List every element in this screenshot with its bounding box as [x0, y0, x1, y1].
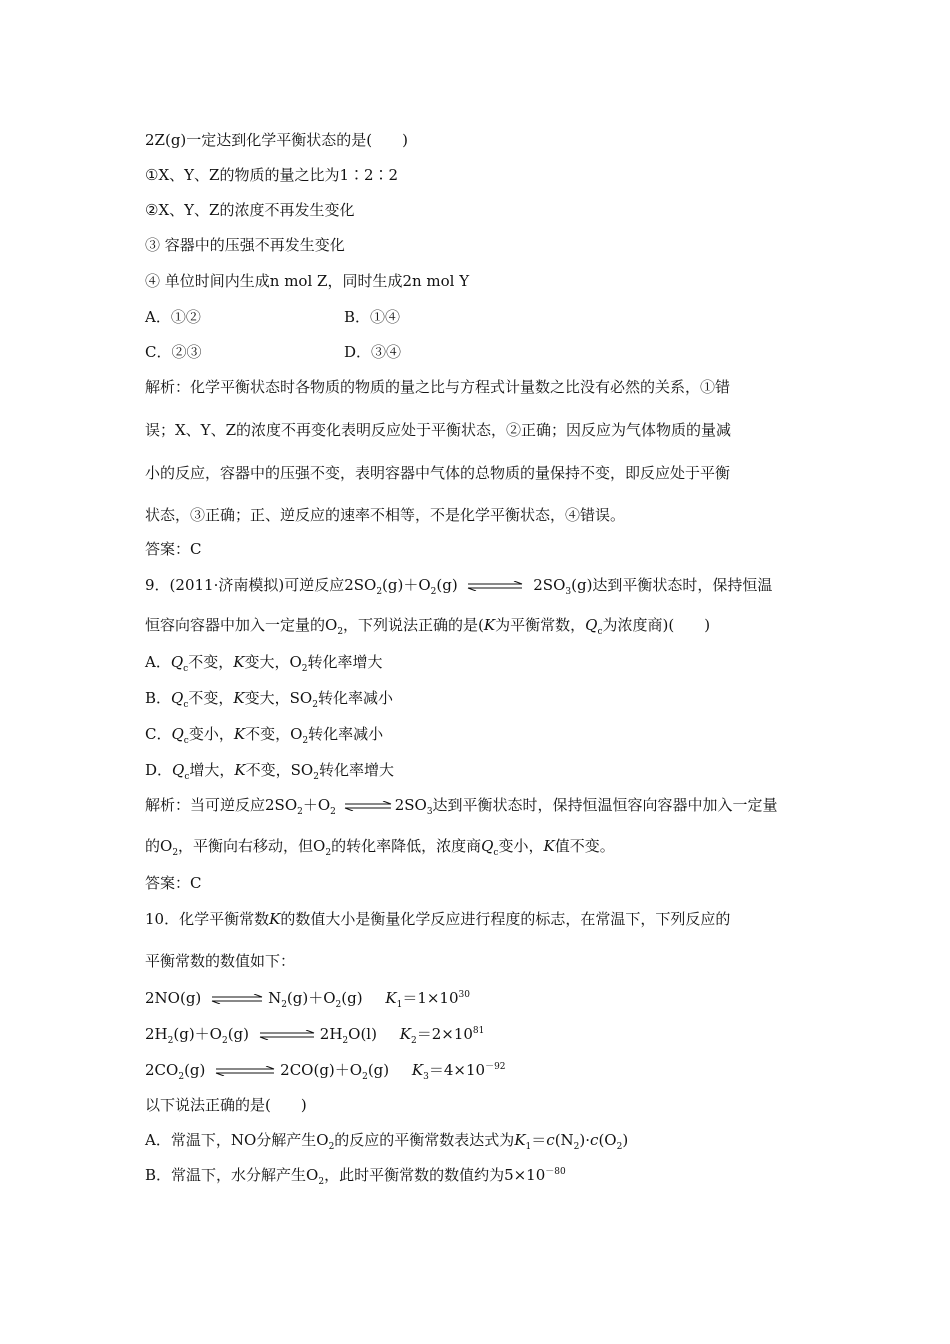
q10-equation-3: $2CO_2(g)$ $2CO(g)+O_2(g)$ $K_3=4\times 10^{-92}$ — [145, 1061, 506, 1082]
q8-item-2: ②X、Y、Z的浓度不再发生变化 — [145, 201, 355, 219]
q9-answer: 答案：C — [145, 874, 202, 892]
q9-option-b: B．$Q_c$不变，K变大，$SO_2$转化率减小 — [145, 689, 393, 710]
q8-analysis-line-1: 解析：化学平衡状态时各物质的物质的量之比与方程式计量数之比没有必然的关系，①错 — [145, 378, 731, 396]
q10-equation-1: 2NO(g) $N_2(g)+O_2(g)$ $K_1=1\times 10^{30}$ — [145, 989, 470, 1010]
q10-stem-line-2: 平衡常数的数值如下： — [145, 952, 296, 970]
q8-option-d: D．③④ — [344, 343, 402, 361]
q10-option-a: A．常温下，NO分解产生$O_2$的反应的平衡常数表达式为$K_1=c(N_2)\cdot c(O_2)$ — [145, 1131, 629, 1152]
q9-analysis-line-1: 解析：当可逆反应$2SO_2+O_2$ $2SO_3$达到平衡状态时，保持恒温恒容向容器中加入一定量 — [145, 796, 778, 817]
q8-analysis-line-2: 误；X、Y、Z的浓度不再变化表明反应处于平衡状态，②正确；因反应为气体物质的量减 — [145, 421, 732, 439]
q8-analysis-line-3: 小的反应，容器中的压强不变，表明容器中气体的总物质的量保持不变，即反应处于平衡 — [145, 464, 731, 482]
q8-item-3: ③ 容器中的压强不再发生变化 — [145, 236, 345, 254]
q8-stem: 2Z(g)一定达到化学平衡状态的是( ) — [145, 131, 408, 149]
q10-option-b: B．常温下，水分解产生$O_2$，此时平衡常数的数值约为$5\times 10^{-80}$ — [145, 1166, 566, 1187]
equilibrium-arrow-icon — [210, 994, 264, 1004]
equilibrium-arrow-icon — [258, 1030, 316, 1040]
q9-stem-line-2: 恒容向容器中加入一定量的$O_2$，下列说法正确的是(K为平衡常数，$Q_c$为浓度商)( ) — [145, 616, 711, 637]
q10-question: 以下说法正确的是( ) — [145, 1096, 307, 1114]
q8-item-4: ④ 单位时间内生成n mol Z，同时生成2n mol Y — [145, 272, 470, 290]
q9-stem-line-1: 9．(2011·济南模拟)可逆反应$2SO_2(g)+O_2(g)$ $2SO_3(g)$达到平衡状态时，保持恒温 — [145, 576, 773, 597]
q8-analysis-line-4: 状态，③正确；正、逆反应的速率不相等，不是化学平衡状态，④错误。 — [145, 506, 626, 524]
q9-option-a: A．$Q_c$不变，K变大，$O_2$转化率增大 — [145, 653, 383, 674]
q8-answer: 答案：C — [145, 540, 202, 558]
q8-option-c: C．②③ — [145, 343, 202, 361]
q9-analysis-line-2: 的$O_2$，平衡向右移动，但$O_2$的转化率降低，浓度商$Q_c$变小，K值不变。 — [145, 837, 615, 858]
q8-option-b: B．①④ — [344, 308, 401, 326]
equilibrium-arrow-icon — [214, 1066, 276, 1076]
equilibrium-arrow-icon — [343, 801, 393, 811]
q9-option-c: C．$Q_c$变小，K不变，$O_2$转化率减小 — [145, 725, 384, 746]
q10-equation-2: $2H_2(g)+O_2(g)$ $2H_2O(l)$ $K_2=2\times 10^{81}$ — [145, 1025, 485, 1046]
equilibrium-arrow-icon — [466, 581, 524, 591]
q10-stem-line-1: 10．化学平衡常数K的数值大小是衡量化学反应进行程度的标志，在常温下，下列反应的 — [145, 910, 731, 928]
q8-option-a: A．①② — [145, 308, 201, 326]
q8-item-1: ①X、Y、Z的物质的量之比为1∶2∶2 — [145, 166, 399, 184]
q9-option-d: D．$Q_c$增大，K不变，$SO_2$转化率增大 — [145, 761, 394, 782]
